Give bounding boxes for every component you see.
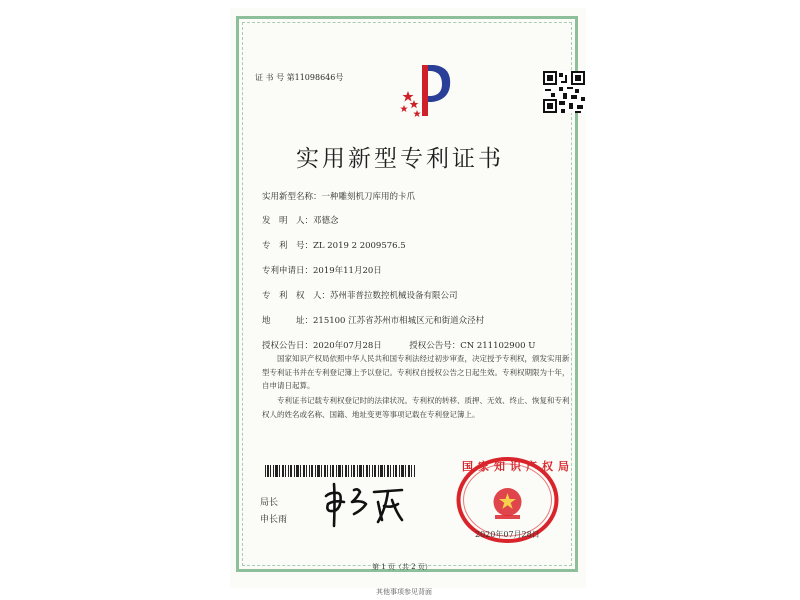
field-utility-model-name — [262, 190, 415, 202]
certificate-title: 实用新型专利证书 — [296, 146, 504, 172]
field-inventor — [262, 214, 339, 226]
field-value: 2019年11月20日 — [313, 266, 382, 276]
grant-statement-paragraph: 国家知识产权局依照中华人民共和国专利法经过初步审查，决定授予专利权，颁发实用新型专利证书并在专利登记簿上予以登记。专利权自授权公告之日起生效。专利权期限为十年，自申请日起算。 — [262, 354, 570, 390]
field-value: CN 211102900 U — [460, 341, 536, 351]
field-address — [262, 314, 484, 326]
field-label: 授权公告日： — [262, 341, 314, 351]
field-label: 地 址： — [262, 316, 314, 326]
field-value: 215100 江苏省苏州市相城区元和街道众泾村 — [313, 316, 485, 326]
director-signature-icon — [322, 478, 407, 533]
field-value: 苏州菲普拉数控机械设备有限公司 — [330, 291, 458, 301]
legal-status-paragraph: 专利证书记载专利权登记时的法律状况。专利权的转移、质押、无效、终止、恢复和专利权人的姓名或名称、国籍、地址变更等事项记载在专利登记簿上。 — [262, 396, 570, 419]
certificate-number: 证 书 号 第11098646号 — [255, 73, 344, 82]
field-value: 邓德念 — [313, 216, 339, 226]
field-value: 2020年07月28日 — [313, 341, 382, 351]
field-value: 一种雕刻机刀库用的卡爪 — [321, 192, 416, 202]
barcode-icon — [265, 465, 415, 477]
field-patent-number — [262, 239, 406, 251]
director-name: 申长雨 — [260, 515, 288, 525]
field-label: 专 利 号： — [262, 241, 314, 251]
seal-text: 国家知识产权局 — [462, 460, 574, 473]
field-patentee — [262, 289, 458, 301]
director-label: 局长 — [260, 498, 279, 508]
field-grant-date — [262, 339, 535, 351]
field-value: ZL 2019 2 2009576.5 — [313, 241, 406, 251]
footer-note: 其他事项参见背面 — [376, 588, 432, 596]
field-label: 发 明 人： — [262, 216, 314, 226]
field-label: 实用新型名称： — [262, 192, 322, 202]
field-label: 专利申请日： — [262, 266, 314, 276]
page-number: 第 1 页（共 2 页） — [372, 563, 432, 571]
seal-date: 2020年07月28日 — [475, 530, 540, 539]
field-label: 专 利 权 人： — [262, 291, 331, 301]
field-label: 授权公告号： — [409, 341, 461, 351]
qr-code-icon — [543, 71, 585, 113]
patent-office-emblem-icon — [398, 60, 458, 120]
field-application-date — [262, 264, 382, 276]
